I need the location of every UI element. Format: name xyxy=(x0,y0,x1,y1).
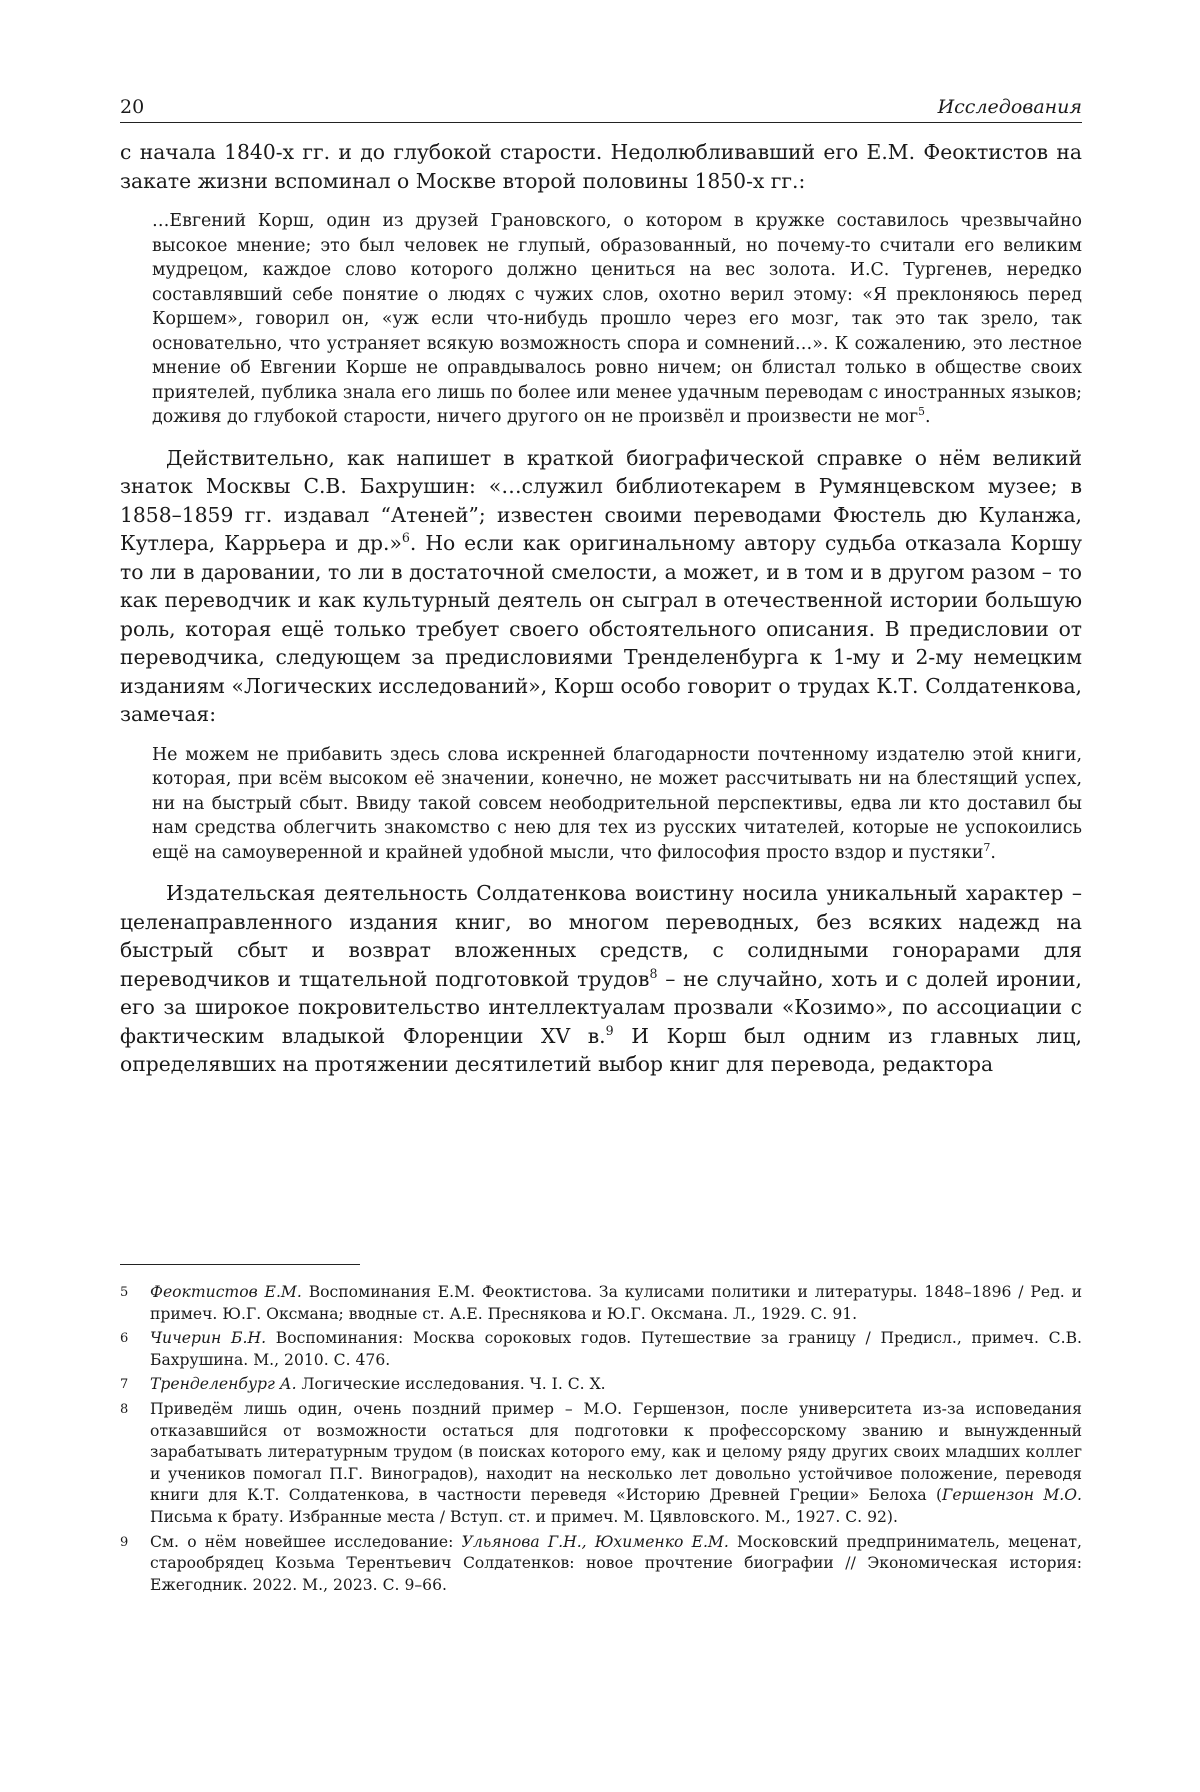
block-quote: Не можем не прибавить здесь слова искренней благодарности почтенному издателю этой книги, которая, при всём высоком её значении, конечно, не может рассчитывать ни на блестящий успех, ни на быстрый сбыт. Ввиду такой совсем неободрительной перспективы, едва ли кто доставил бы нам средства облегчить знакомство с нею для тех из русских читателей, которые не успокоились ещё на самоуверенной и крайней удобной мысли, что философия просто вздор и пустяки$^7$. xyxy=(152,744,1082,863)
footnote-ref[interactable]: 8 xyxy=(649,965,658,981)
block-quote: …Евгений Корш, один из друзей Грановского, о котором в кружке составилось чрезвычайно высокое мнение; это был человек не глупый, образованный, но почему-то считали его великим мудрецом, каждое слово которого должно цениться на вес золота. И.С. Тургенев, нередко составлявший себе понятие о людях с чужих слов, охотно верил этому: «Я преклоняюсь перед Коршем», говорил он, «уж если что-нибудь прошло через его мозг, так это так зрело, так основательно, что устраняет всякую возможность спора и сомнений…». К сожалению, это лестное мнение об Евгении Корше не оправдывалось ровно ничем; он блистал только в обществе своих приятелей, публика знала его лишь по более или менее удачным переводам с иностранных языков; доживя до глубокой старости, ничего другого он не произвёл и произвести не мог$^5$. xyxy=(152,211,1082,427)
running-title: Исследования xyxy=(937,96,1082,118)
quote-text: Не можем не прибавить здесь слова искренней благодарности почтенному издателю этой книги, которая, при всём высоком её значении, конечно, не может рассчитывать ни на блестящий успех, ни на быстрый сбыт. Ввиду такой совсем неободрительной перспективы, едва ли кто доставил бы нам средства облегчить знакомство с нею для тех из русских читателей, которые не успокоились ещё на самоуверенной и крайней удобной мысли, что философия просто вздор и пустяки xyxy=(152,744,1082,863)
footnote-text: Воспоминания: Москва сороковых годов. Путешествие за границу / Предисл., примеч. С.В. Бахрушина. М., 2010. С. 476. xyxy=(150,1329,1082,1369)
paragraph-text: Действительно, как напишет в краткой биографической справке о нём великий знаток Москвы С.В. Бахрушин: «…служил библиотекарем в Румянцевском музее; в 1858–1859 гг. издавал “Атеней”; известен своими переводами Фюстель дю Куланжа, Кутлера, Каррьера и др.» xyxy=(120,445,1082,555)
footnote-ref[interactable]: 7 xyxy=(983,840,991,854)
footnote xyxy=(120,1282,1082,1325)
footnotes xyxy=(120,1282,1082,1599)
footnote-number: 8 xyxy=(120,1401,129,1417)
paragraph-text: И Корш был одним из главных лиц, определявших на протяжении десятилетий выбор книг для перевода, редактора xyxy=(120,1023,1083,1076)
footnote-number: 9 xyxy=(120,1534,129,1550)
footnote-author: Феоктистов Е.М. xyxy=(150,1283,302,1301)
footnote-divider xyxy=(120,1264,360,1265)
footnote-author: Ульянова Г.Н., Юхименко Е.М. xyxy=(461,1532,729,1551)
quote-text: …Евгений Корш, один из друзей Грановского, о котором в кружке составилось чрезвычайно высокое мнение; это был человек не глупый, образованный, но почему-то считали его великим мудрецом, каждое слово которого должно цениться на вес золота. И.С. Тургенев, нередко составлявший себе понятие о людях с чужих слов, охотно верил этому: «Я преклоняюсь перед Коршем», говорил он, «уж если что-нибудь прошло через его мозг, так это так зрело, так основательно, что устраняет всякую возможность спора и сомнений…». К сожалению, это лестное мнение об Евгении Корше не оправдывалось ровно ничем; он блистал только в обществе своих приятелей, публика знала его лишь по более или менее удачным переводам с иностранных языков; доживя до глубокой старости, ничего другого он не произвёл и произвести не мог xyxy=(152,211,1082,427)
page-number: 20 xyxy=(120,96,145,118)
paragraph xyxy=(120,879,1082,1079)
paragraph-text: Издательская деятельность Солдатенкова воистину носила уникальный характер – целенаправленного издания книг, во многом переводных, без всяких надежд на быстрый сбыт и возврат вложенных средств, с солидными гонорарами для переводчиков и тщательной подготовкой трудов xyxy=(120,881,1082,991)
footnote-ref[interactable]: 6 xyxy=(401,530,410,546)
footnote-text: Воспоминания Е.М. Феоктистова. За кулисами политики и литературы. 1848–1896 / Ред. и примеч. Ю.Г. Оксмана; вводные ст. А.Е. Преснякова и Ю.Г. Оксмана. Л., 1929. С. 91. xyxy=(150,1283,1082,1323)
paragraph: с начала 1840-х гг. и до глубокой старости. Недолюбливавший его Е.М. Феоктистов на закате жизни вспоминал о Москве второй половины 1850-х гг.: xyxy=(120,140,1082,193)
footnote xyxy=(120,1374,1082,1396)
page-header xyxy=(120,92,1082,123)
footnote-author: Чичерин Б.Н. xyxy=(150,1329,267,1348)
footnote-text: Московский предприниматель, меценат, старообрядец Козьма Терентьевич Солдатенков: новое прочтение биографии // Экономическая история: Ежегодник. 2022. М., 2023. С. 9–66. xyxy=(150,1532,1082,1594)
footnote-text: См. о нём новейшее исследование: xyxy=(150,1532,462,1551)
footnote xyxy=(120,1399,1082,1529)
main-text xyxy=(120,138,1082,1079)
footnote-ref[interactable]: 9 xyxy=(605,1022,614,1038)
paragraph-text: – не случайно, хоть и с долей иронии, его за широкое покровительство интеллектуалам прозвали «Козимо», по ассоциации с фактическим владыкой Флоренции XV в. xyxy=(120,966,1083,1048)
footnote-number: 5 xyxy=(120,1285,129,1300)
footnote xyxy=(120,1328,1082,1371)
footnote-author: Тренделенбург А. xyxy=(150,1375,297,1394)
footnote-ref[interactable]: 5 xyxy=(918,405,925,419)
footnote-text: Логические исследования. Ч. I. С. X. xyxy=(296,1375,606,1394)
footnote-text: Письма к брату. Избранные места / Вступ. ст. и примеч. М. Цявловского. М., 1927. С. 92). xyxy=(150,1507,898,1526)
footnote-text: Приведём лишь один, очень поздний пример – М.О. Гершензон, после университета из-за исповедания отказавшийся от возможности остаться для подготовки к профессорскому званию и вынужденный зарабатывать литературным трудом (в поисках которого ему, как и целому ряду других своих младших коллег и учеников помогал П.Г. Виноградов), находит на несколько лет довольно устойчивое положение, переводя книги для К.Т. Солдатенкова, в частности переведя «Историю Древней Греции» Белоха ( xyxy=(150,1399,1082,1505)
footnote-author: Гершензон М.О. xyxy=(942,1486,1083,1505)
footnote xyxy=(120,1532,1082,1597)
footnote-number: 7 xyxy=(120,1377,129,1393)
paragraph xyxy=(120,444,1082,729)
paragraph-text: . Но если как оригинальному автору судьба отказала Коршу то ли в даровании, то ли в достаточной смелости, а может, и в том и в другом разом – то как переводчик и как культурный деятель он сыграл в отечественной истории большую роль, которая ещё только требует своего обстоятельного описания. В предисловии от переводчика, следующем за предисловиями Тренделенбурга к 1-му и 2-му немецким изданиям «Логических исследований», Корш особо говорит о трудах К.Т. Солдатенкова, замечая: xyxy=(120,531,1083,726)
footnote-number: 6 xyxy=(120,1331,129,1347)
